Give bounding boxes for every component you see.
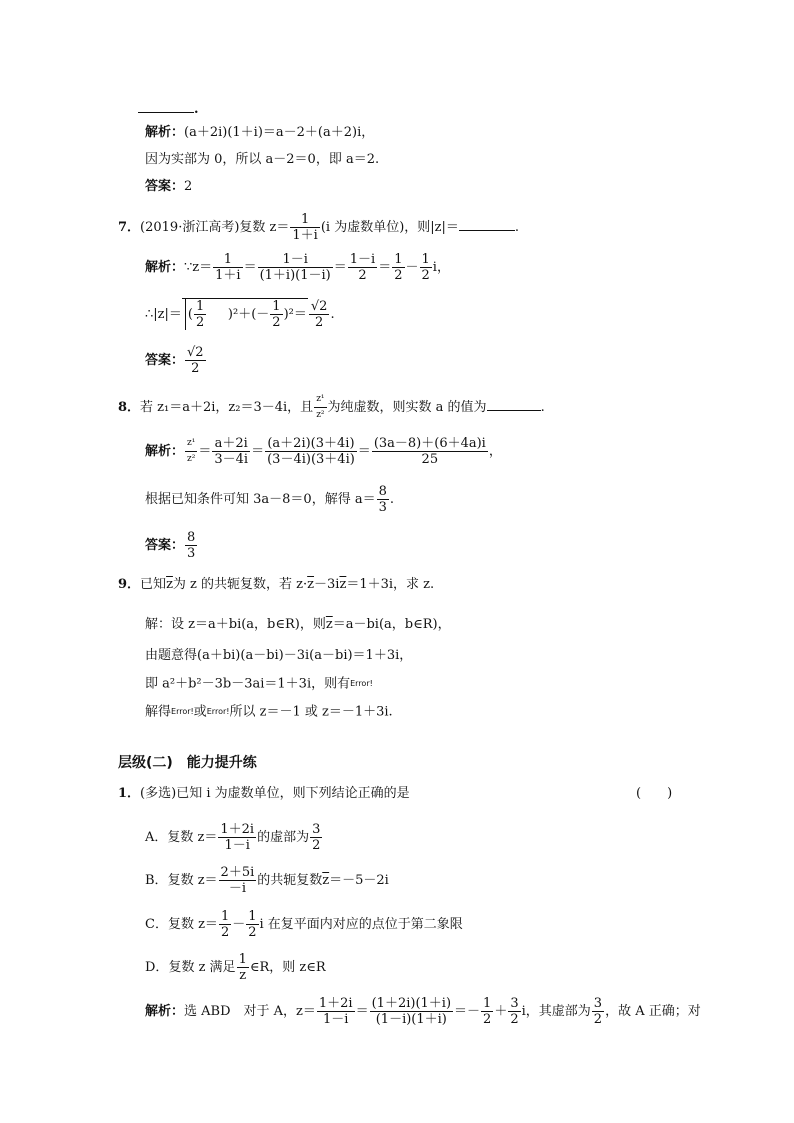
text-run: － [405, 260, 419, 275]
text-run: $\overline{z}$ [307, 577, 315, 592]
q9-solution-line3 [145, 676, 373, 693]
fraction-numerator: √2 [187, 345, 204, 360]
fraction [185, 530, 197, 561]
option-a [145, 822, 323, 853]
fraction-numerator: 1 [223, 252, 232, 267]
option-d [145, 952, 326, 983]
text-run: . [514, 220, 520, 235]
fraction-denominator: (1＋i)(1－i) [259, 268, 331, 283]
fraction-denominator: 1－i [218, 837, 256, 853]
text-run: 答案： [145, 538, 185, 553]
text-run: ∵z＝ [184, 260, 213, 275]
text-run: ，故 A 正确；对 [605, 1004, 701, 1019]
fraction-numerator: 1－i [349, 252, 376, 267]
text-run: C． [145, 917, 168, 932]
text-run: . [330, 307, 335, 322]
text-run: 复数 z＝ [167, 917, 218, 932]
p1-stem [118, 786, 410, 802]
text-run: －3i [314, 577, 340, 592]
fraction-numerator: 1 [272, 299, 281, 314]
text-run: $\overline{z}$ [339, 577, 347, 592]
text-run: (2019·浙江高考) [140, 220, 240, 235]
prev-solution-line1 [145, 125, 374, 141]
fraction [592, 996, 604, 1027]
fraction-denominator: 2 [593, 1012, 603, 1027]
text-run: 答案： [145, 353, 185, 368]
fraction [265, 436, 357, 467]
fraction-denominator: 2 [421, 268, 430, 283]
fraction-numerator: 2＋5i [220, 865, 255, 880]
fraction [392, 252, 404, 283]
text-run: 1． [118, 786, 141, 801]
text-run: i， [432, 260, 450, 275]
text-run: ＝ [333, 260, 347, 275]
fraction [218, 822, 256, 853]
text-run: )²＋ [227, 307, 252, 322]
fraction-denominator: 1＋i [292, 228, 318, 243]
text-run: (i 为虚数单位)，则|z|＝ [320, 220, 459, 235]
fraction-numerator: 1 [220, 909, 230, 924]
q8-answer [145, 530, 198, 561]
fraction-denominator: z² [314, 407, 326, 423]
text-run: ＝ [355, 1004, 369, 1019]
text-run: 7． [118, 220, 141, 235]
q9-stem [118, 577, 434, 593]
option-b [145, 865, 389, 896]
fraction-numerator: 8 [378, 484, 387, 499]
fraction-numerator: z¹ [316, 394, 325, 404]
text-run: ( $\frac{1}{2}$ )²＋(－ $\frac{1}{2}$ )²＝ [185, 299, 307, 330]
text-run: D． [145, 960, 169, 975]
q8-blank[interactable] [487, 398, 541, 411]
fraction-denominator: 3 [187, 546, 196, 561]
q7-solution-line1 [145, 252, 450, 283]
fraction-numerator: 1 [483, 996, 492, 1011]
text-run: 选 ABD 对于 A，z＝ [184, 1004, 316, 1019]
text-run: ＝－5－2i [329, 873, 389, 888]
fraction-numerator: (3a－8)＋(6＋4a)i [373, 436, 486, 451]
fraction-denominator: 25 [372, 451, 488, 467]
text-run: ＝ [378, 260, 392, 275]
fraction [481, 996, 493, 1027]
text-run: 2 [184, 179, 193, 194]
text-run: 所以 z＝－1 或 z＝－1＋3i. [229, 704, 393, 720]
text-run: 解得 [145, 704, 172, 720]
fraction-numerator: 1 [238, 952, 247, 967]
fraction-denominator: 2 [309, 314, 330, 330]
fraction [314, 392, 326, 423]
fraction [237, 952, 249, 983]
text-run: ＝ [357, 444, 371, 459]
fraction [212, 436, 250, 467]
fraction [310, 822, 322, 853]
fraction [377, 484, 389, 515]
q9-solution-line4 [145, 704, 393, 721]
text-run: ， [488, 444, 502, 459]
text-run: 复数 z＝ [239, 220, 290, 235]
fraction-denominator: 2 [248, 925, 257, 940]
q7-solution-line2 [145, 298, 335, 330]
fraction-denominator: (3－4i)(3＋4i) [267, 452, 355, 467]
text-run: ＝ [243, 260, 257, 275]
text-run: (多选)已知 i 为虚数单位，则下列结论正确的是 [140, 786, 410, 801]
text-run: ∈R，则 z∈R [249, 960, 326, 975]
text-run: i，其虚部为 [521, 1004, 591, 1019]
fraction [370, 996, 453, 1027]
fraction [258, 252, 333, 283]
p1-solution [145, 996, 701, 1027]
fraction-numerator: 1＋2i [220, 822, 255, 837]
fraction-numerator: √2 [310, 299, 328, 314]
fraction-numerator: 1 [248, 909, 257, 924]
text-run: 的共轭复数 [257, 873, 323, 888]
fraction-denominator: 2 [195, 315, 205, 330]
text-run: $\overline{z}$ [322, 873, 330, 888]
q8-solution-line1 [145, 436, 502, 467]
fraction-numerator: 1＋2i [318, 996, 353, 1011]
text-run: 的虚部为 [257, 830, 310, 845]
text-run: B． [145, 873, 168, 888]
text-run: 复数 z 满足 [168, 960, 236, 975]
text-run: ∴|z|＝ [145, 307, 182, 322]
prev-solution-line2: 因为实部为 0，所以 a－2＝0，即 a＝2. [145, 152, 380, 167]
text-run: 已知 [140, 577, 167, 592]
text-run: 复数 z＝ [167, 873, 218, 888]
text-run: 根据已知条件可知 3a－8＝0，解得 a＝ [145, 492, 376, 507]
fraction-denominator: 2 [312, 838, 321, 853]
p1-answer-bracket[interactable]: ( ) [636, 786, 673, 801]
text-run: 解析： [145, 444, 185, 459]
fraction-denominator: 3 [378, 500, 387, 515]
error-field: Error! [171, 707, 194, 716]
fraction [213, 252, 242, 283]
text-run: )²＝ [283, 307, 307, 322]
text-run: . [194, 102, 199, 117]
option-c [145, 909, 463, 940]
fraction-denominator: 3－4i [214, 452, 249, 467]
text-run: $\overline{z}$ [166, 577, 173, 592]
fraction [185, 345, 206, 376]
fraction [372, 436, 488, 467]
fraction-numerator: 3 [593, 996, 603, 1011]
fraction-denominator: 2 [510, 1012, 519, 1027]
section-title: 层级(二) 能力提升练 [118, 755, 257, 771]
fraction-numerator: (1＋2i)(1＋i) [371, 996, 452, 1011]
q7-blank[interactable] [459, 218, 515, 231]
text-run: 8． [118, 400, 141, 415]
fraction-numerator: a＋2i [214, 436, 248, 451]
fraction [290, 212, 319, 243]
fraction-denominator: 2 [185, 360, 206, 376]
text-run: ＝－ [454, 1004, 481, 1019]
fraction-denominator: 2 [483, 1012, 492, 1027]
fraction [219, 865, 257, 896]
text-run: (－ [251, 307, 270, 322]
text-run: － [232, 917, 246, 932]
fraction-numerator: 8 [187, 530, 196, 545]
fraction [246, 909, 258, 940]
text-run: A． [145, 830, 168, 845]
prev-answer [145, 179, 192, 195]
text-run: ＝ [251, 444, 265, 459]
fraction [317, 996, 355, 1027]
text-run: 解析： [145, 260, 185, 275]
q8-solution-line2 [145, 484, 394, 515]
text-run: $\overline{z}$ [325, 617, 333, 632]
q9-solution-line2: 由题意得(a＋bi)(a－bi)－3i(a－bi)＝1＋3i， [145, 648, 413, 663]
q7-answer [145, 345, 207, 376]
text-run: 解析： [145, 125, 185, 140]
q7-stem [118, 212, 519, 243]
q8-stem [118, 392, 545, 423]
fill-blank[interactable] [138, 100, 194, 113]
fraction-denominator: 1－i [317, 1011, 355, 1027]
fraction-numerator: 1 [195, 299, 205, 314]
text-run: ＝1＋3i，求 z. [346, 577, 435, 592]
text-run: i 在复平面内对应的点位于第二象限 [259, 917, 463, 932]
text-run: 解： [145, 617, 172, 632]
fraction-denominator: 2 [348, 267, 377, 283]
fraction-denominator: (1－i)(1＋i) [370, 1011, 453, 1027]
fraction-denominator: 1＋i [215, 268, 241, 283]
fraction-denominator: 2 [394, 268, 403, 283]
fraction-numerator: 3 [312, 822, 321, 837]
fraction [219, 909, 231, 940]
fraction [185, 436, 197, 467]
fraction-denominator: 2 [272, 315, 281, 330]
fraction-numerator: 3 [510, 996, 519, 1011]
text-run: . [540, 400, 545, 415]
text-run: 解析： [145, 1004, 185, 1019]
fraction [270, 299, 282, 330]
fraction-numerator: z¹ [187, 438, 196, 448]
text-run: ＋ [494, 1004, 508, 1019]
text-run: 9． [118, 577, 141, 592]
text-run: 复数 z＝ [167, 830, 218, 845]
text-run: . [389, 492, 395, 507]
fraction-denominator: 2 [220, 925, 230, 940]
text-run: 答案： [145, 179, 185, 194]
text-run: ＝ [198, 444, 212, 459]
sqrt-sign [182, 298, 308, 330]
q9-solution-line1 [145, 617, 451, 633]
fraction [348, 252, 377, 283]
fraction-numerator: 1 [300, 212, 310, 227]
error-field: Error! [350, 679, 373, 688]
text-run: (a＋2i)(1＋i)＝a－2＋(a＋2)i， [184, 125, 375, 140]
fraction [309, 299, 330, 330]
text-run: 设 z＝a＋bi(a，b∈R)，则 [171, 617, 326, 632]
fraction-numerator: 1 [421, 252, 430, 267]
fraction [194, 299, 206, 330]
text-run: 为 z 的共轭复数，若 z· [172, 577, 308, 592]
answer-blank-line [138, 100, 199, 118]
fraction-denominator: z [237, 967, 249, 983]
fraction [420, 252, 432, 283]
fraction-numerator: 1 [394, 252, 403, 267]
text-run: 即 a²＋b²－3b－3ai＝1＋3i，则有 [145, 676, 351, 692]
fraction-numerator: (a＋2i)(3＋4i) [267, 436, 355, 451]
text-run: 为纯虚数，则实数 a 的值为 [327, 400, 487, 415]
text-run: ＝a－bi(a，b∈R)， [332, 617, 451, 632]
fraction-numerator: 1－i [282, 252, 308, 267]
fraction-denominator: z² [185, 451, 197, 467]
text-run: 或 [193, 704, 207, 720]
error-field: Error! [206, 707, 230, 716]
text-run: 若 z₁＝a＋2i，z₂＝3－4i，且 [140, 400, 314, 415]
fraction-denominator: －i [219, 880, 257, 896]
fraction [508, 996, 520, 1027]
